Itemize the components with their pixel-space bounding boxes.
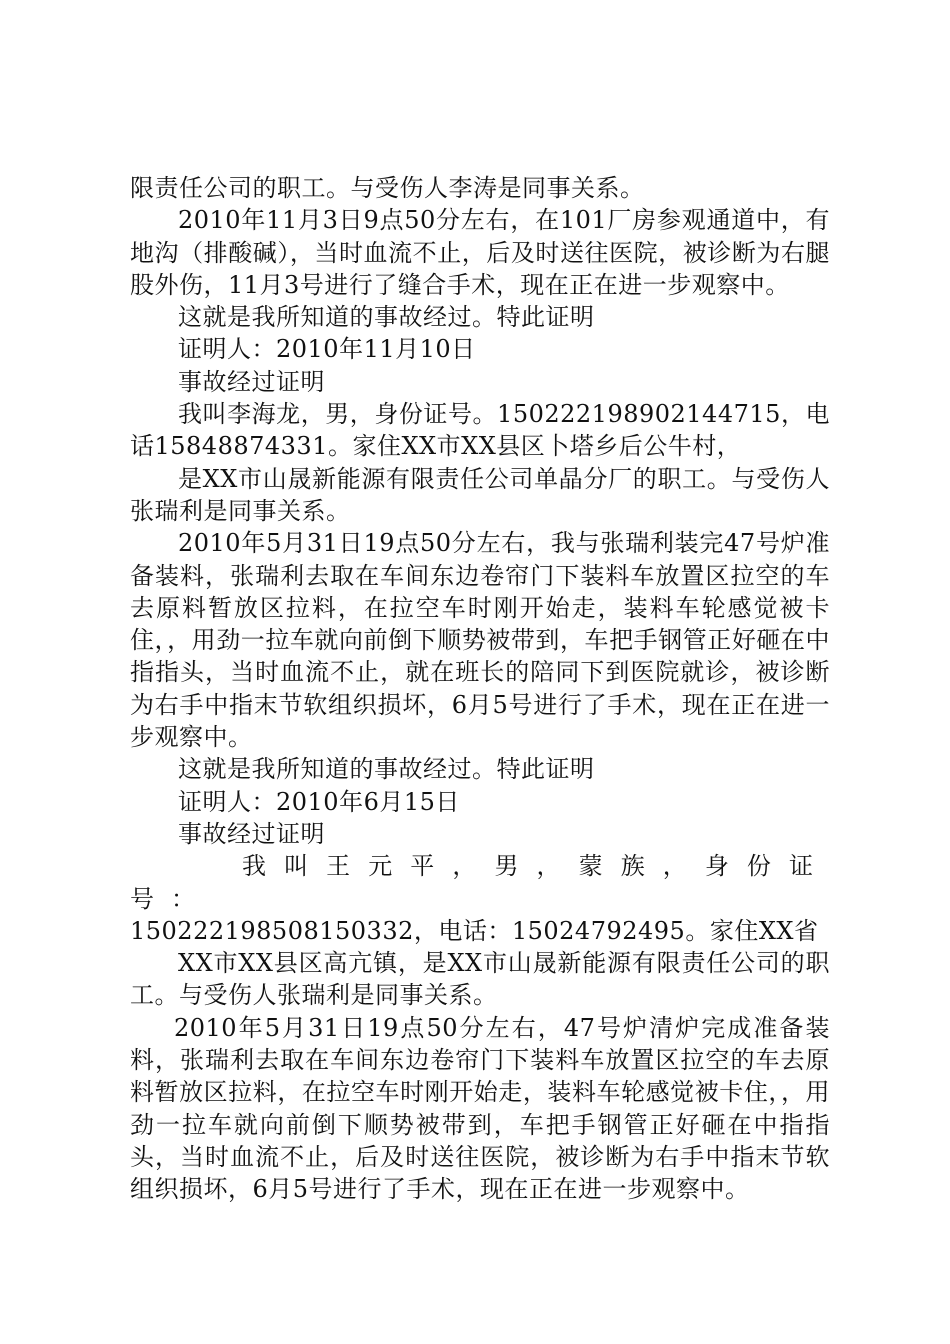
paragraph-accident-zhang-ruili-2: 2010年5月31日19点50分左右，47号炉清炉完成准备装料，张瑞利去取在车间东边卷帘门下装料车放置区拉空的车去原料暂放区拉料，在拉空车时刚开始走，装料车轮感觉被卡住，，用劲一拉车就向前倒下顺势被带到，车把手钢管正好砸在中指指头，当时血流不止，后及时送往医院，被诊断为右手中指末节软组织损坏，6月5号进行了手术，现在正在进一步观察中。 [130,1013,830,1204]
paragraph-employment-li-hailong: 是XX市山晟新能源有限责任公司单晶分厂的职工。与受伤人张瑞利是同事关系。 [130,464,830,525]
section-heading-2: 事故经过证明 [178,367,325,396]
paragraph-id-phone-wang-yuanping: 150222198508150332，电话：15024792495。家住XX省 [130,916,819,945]
paragraph-employment-wang-yuanping: XX市XX县区高亢镇，是XX市山晟新能源有限责任公司的职工。与受伤人张瑞利是同事关系。 [130,949,830,1010]
paragraph-witness-date-2: 证明人：2010年6月15日 [178,787,460,816]
paragraph-certification-2: 这就是我所知道的事故经过。特此证明 [178,755,595,784]
paragraph-accident-zhang-ruili-1: 2010年5月31日19点50分左右，我与张瑞利装完47号炉准备装料，张瑞利去取在车间东边卷帘门下装料车放置区拉空的车去原料暂放区拉料，在拉空车时刚开始走，装料车轮感觉被卡住，，用劲一拉车就向前倒下顺势被带到，车把手钢管正好砸在中指指头，当时血流不止，就在班长的陪同下到医院就诊，被诊断为右手中指末节软组织损坏，6月5号进行了手术，现在正在进一步观察中。 [130,529,830,752]
paragraph-identity-wang-yuanping: 我叫王元平，男，蒙族，身份证号： [130,852,830,913]
paragraph-continuation: 限责任公司的职工。与受伤人李涛是同事关系。 [130,174,645,202]
paragraph-accident-li-tao: 2010年11月3日9点50分左右，在101厂房参观通道中，有地沟（排酸碱），当时血流不止，后及时送往医院，被诊断为右腿股外伤，11月3号进行了缝合手术，现在正在进一步观察中。 [130,206,830,299]
document-body [130,172,830,1206]
section-heading-3: 事故经过证明 [178,819,325,848]
paragraph-identity-li-hailong: 我叫李海龙，男，身份证号。150222198902144715，电话15848874331。家住XX市XX县区卜塔乡后公牛村， [130,400,830,461]
paragraph-certification-1: 这就是我所知道的事故经过。特此证明 [178,303,595,332]
paragraph-witness-date-1: 证明人：2010年11月10日 [178,335,476,364]
